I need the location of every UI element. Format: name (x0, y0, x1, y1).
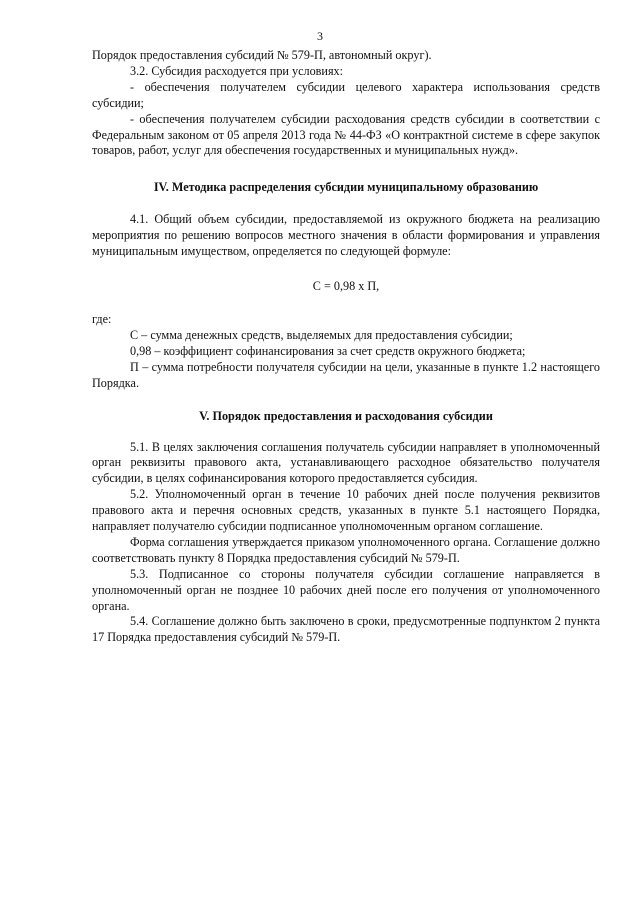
paragraph: 4.1. Общий объем субсидии, предоставляемой из окружного бюджета на реализацию мероприятия по решению вопросов местного значения в области формирования и управления муниципальным имуществом, определяется по следующей формуле: (92, 212, 600, 259)
page-number: 3 (317, 29, 323, 43)
paragraph: 5.4. Соглашение должно быть заключено в сроки, предусмотренные подпунктом 2 пункта 17 Порядка предоставления субсидий № 579-П. (92, 614, 600, 645)
paragraph: 5.2. Уполномоченный орган в течение 10 рабочих дней после получения реквизитов правового акта и перечня основных средств, указанных в пункте 5.1 настоящего Порядка, направляет получателю субсидии подписанное уполномоченным органом соглашение. (92, 487, 600, 534)
definition-line: С – сумма денежных средств, выделяемых для предоставления субсидии; (130, 327, 513, 342)
definition-line: П – сумма потребности получателя субсидии на цели, указанные в пункте 1.2 настоящего Порядка. (92, 359, 600, 390)
document-body (92, 48, 600, 646)
paragraph: - обеспечения получателем субсидии расходования средств субсидии в соответствии с Федеральным законом от 05 апреля 2013 года № 44-ФЗ «О контрактной системе в сфере закупок товаров, работ, услуг для обеспечения государственных и муниципальных нужд». (92, 111, 600, 158)
formula: С = 0,98 х П, (312, 279, 380, 294)
paragraph: - обеспечения получателем субсидии целевого характера использования средств субсидии; (92, 79, 600, 110)
section-heading-4: IV. Методика распределения субсидии муниципальному образованию (153, 180, 539, 195)
paragraph: где: (92, 311, 112, 326)
paragraph: 5.1. В целях заключения соглашения получатель субсидии направляет в уполномоченный орган реквизиты правового акта, устанавливающего расходное обязательство получателя субсидии, в целях софинансирования которого предоставляется субсидия. (92, 439, 600, 486)
paragraph: Форма соглашения утверждается приказом уполномоченного органа. Соглашение должно соответствовать пункту 8 Порядка предоставления субсидий № 579-П. (92, 534, 600, 565)
definition-line: 0,98 – коэффициент софинансирования за счет средств окружного бюджета; (130, 343, 526, 358)
section-heading-5: V. Порядок предоставления и расходования субсидии (199, 408, 493, 423)
paragraph: 3.2. Субсидия расходуется при условиях: (130, 63, 344, 78)
paragraph: 5.3. Подписанное со стороны получателя субсидии соглашение направляется в уполномоченный орган не позднее 10 рабочих дней после его получения от уполномоченного органа. (92, 566, 600, 613)
paragraph: Порядок предоставления субсидий № 579-П, автономный округ). (92, 48, 432, 62)
